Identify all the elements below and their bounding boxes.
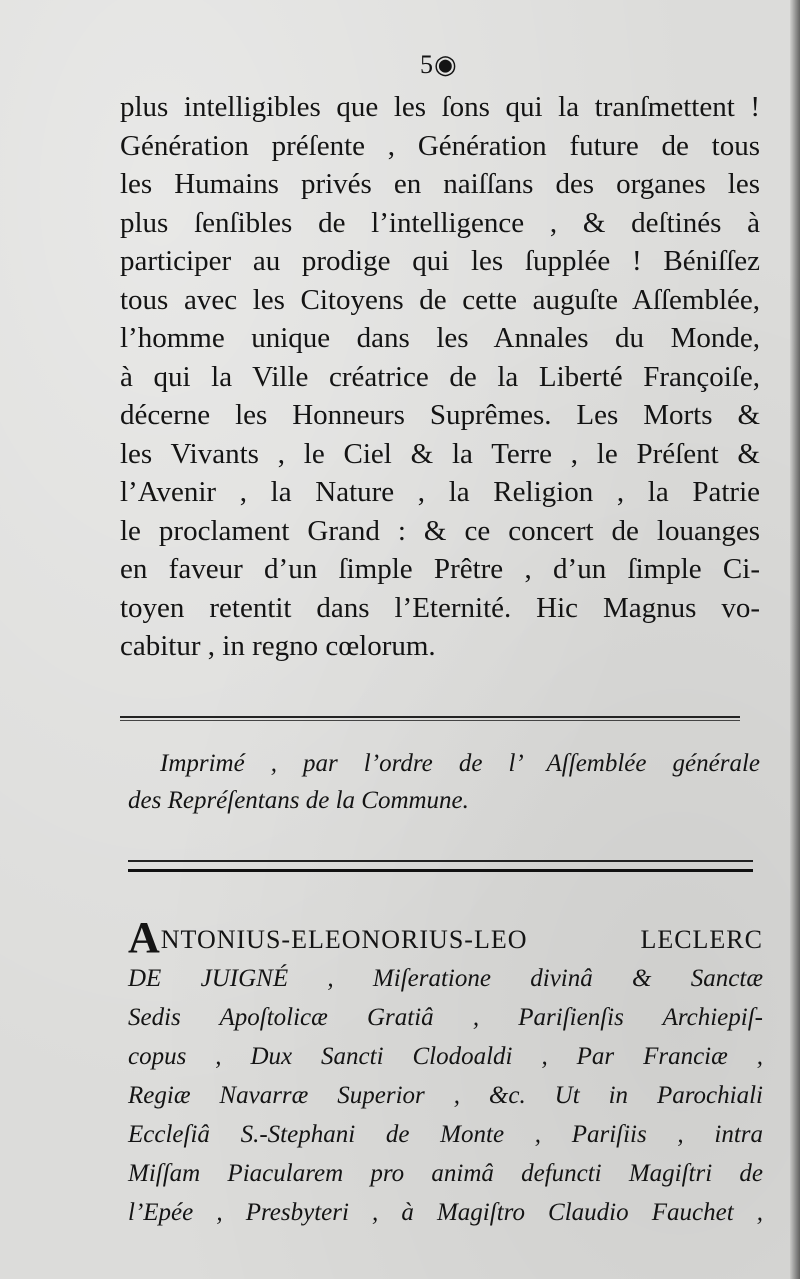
latin-decree [128, 913, 763, 1232]
decree-line: DE JUIGNÉ , Miſeratione divinâ & Sanctæ [128, 965, 763, 992]
decree-heading-text: NTONIUS-ELEONORIUS-LEO LECLERC [160, 925, 763, 954]
body-line: tous avec les Citoyens de cette auguſte Aſſemblée, [120, 283, 760, 316]
body-line: toyen retentit dans l’Eternité. Hic Magnus vo- [120, 591, 760, 624]
imprint-line: des Repréſentans de la Commune. [128, 787, 469, 814]
double-rule-divider [128, 860, 753, 872]
page-edge-shadow [790, 0, 800, 1279]
body-line: à qui la Ville créatrice de la Liberté Françoiſe, [120, 360, 760, 393]
body-line: participer au prodige qui les ſupplée ! Béniſſez [120, 245, 760, 277]
decree-line: copus , Dux Sancti Clodoaldi , Par Franciæ , [128, 1043, 763, 1070]
body-line: les Vivants , le Ciel & la Terre , le Préſent & [120, 437, 760, 470]
body-line: en faveur d’un ſimple Prêtre , d’un ſimple Ci- [120, 553, 760, 585]
imprint-notice [128, 745, 760, 819]
body-line: plus intelligibles que les ſons qui la tranſmettent ! [120, 91, 760, 123]
decree-line: Eccleſiâ S.-Stephani de Monte , Pariſiis , intra [128, 1121, 763, 1148]
body-line: décerne les Honneurs Suprêmes. Les Morts & [120, 399, 760, 431]
body-line: l’homme unique dans les Annales du Monde, [120, 322, 760, 354]
body-line: Génération préſente , Génération future de tous [120, 129, 760, 162]
decree-line: Miſſam Piacularem pro animâ defuncti Magiſtri de [128, 1160, 763, 1187]
drop-cap: A [128, 913, 161, 962]
decree-heading-line [128, 913, 763, 962]
decree-line: Sedis Apoſtolicæ Gratiâ , Pariſienſis Archiepiſ- [128, 1004, 763, 1031]
body-line: cabitur , in regno cœlorum. [120, 630, 436, 662]
decree-line: l’Epée , Presbyteri , à Magiſtro Claudio Fauchet , [128, 1199, 763, 1226]
page-number: 5◉ [420, 50, 458, 79]
body-line: plus ſenſibles de l’intelligence , & deſtinés à [120, 206, 760, 239]
decree-line: Regiæ Navarræ Superior , &c. Ut in Parochiali [128, 1082, 763, 1109]
body-line: le proclament Grand : & ce concert de louanges [120, 514, 760, 547]
main-paragraph [120, 88, 760, 666]
imprint-line: Imprimé , par l’ordre de l’ Aſſemblée générale [160, 750, 760, 777]
body-line: les Humains privés en naiſſans des organes les [120, 168, 760, 200]
body-line: l’Avenir , la Nature , la Religion , la Patrie [120, 476, 760, 508]
section-divider [120, 716, 740, 721]
